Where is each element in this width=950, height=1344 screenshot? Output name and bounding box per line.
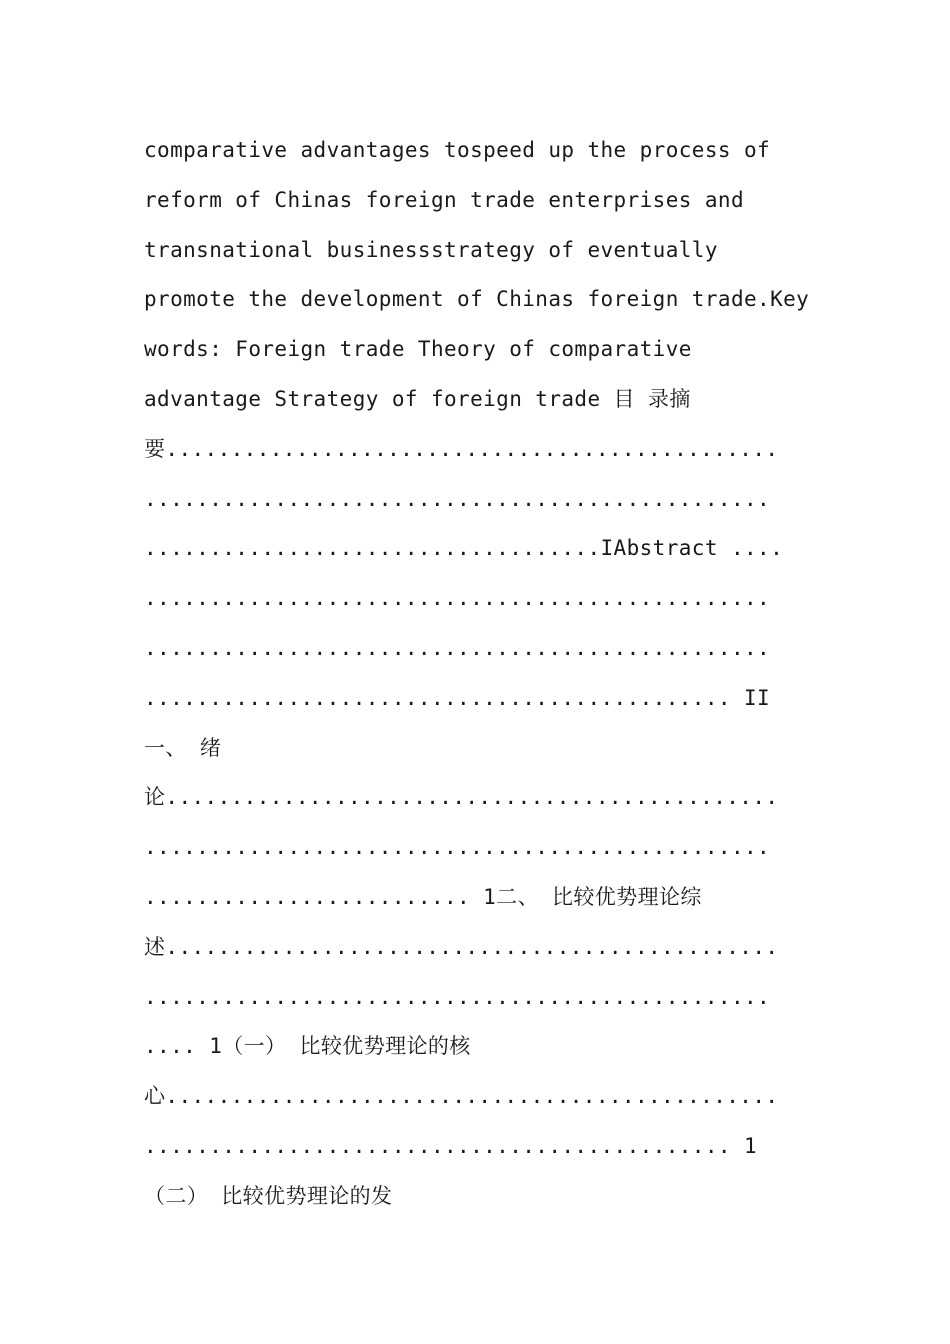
toc-line: 论...............................................: [144, 785, 779, 810]
toc-line: ................................................: [144, 835, 771, 860]
toc-line: ................................................: [144, 586, 771, 611]
text-line: words: Foreign trade Theory of comparative: [144, 337, 692, 362]
toc-line: ................................................: [144, 635, 771, 660]
toc-line: 要...............................................: [144, 436, 779, 461]
text-line: advantage Strategy of foreign trade 目 录摘: [144, 386, 691, 411]
document-text: [144, 126, 814, 1222]
toc-line: ...................................IAbstract ....: [144, 536, 784, 561]
toc-line: 述...............................................: [144, 934, 779, 959]
toc-line: ............................................. II: [144, 685, 771, 710]
toc-line: ............................................. 1: [144, 1133, 758, 1158]
toc-line: .... 1（一） 比较优势理论的核: [144, 1034, 471, 1059]
toc-line: 心...............................................: [144, 1084, 779, 1109]
toc-line: （二） 比较优势理论的发: [144, 1183, 393, 1208]
text-line: reform of Chinas foreign trade enterprises and: [144, 187, 744, 212]
toc-line: 一、 绪: [144, 735, 222, 760]
toc-line: ................................................: [144, 984, 771, 1009]
text-line: transnational businessstrategy of eventually: [144, 237, 718, 262]
toc-line: ......................... 1二、 比较优势理论综: [144, 884, 702, 909]
text-line: comparative advantages tospeed up the process of: [144, 138, 771, 162]
text-line: promote the development of Chinas foreign trade.Key: [144, 287, 810, 312]
toc-line: ................................................: [144, 486, 771, 511]
